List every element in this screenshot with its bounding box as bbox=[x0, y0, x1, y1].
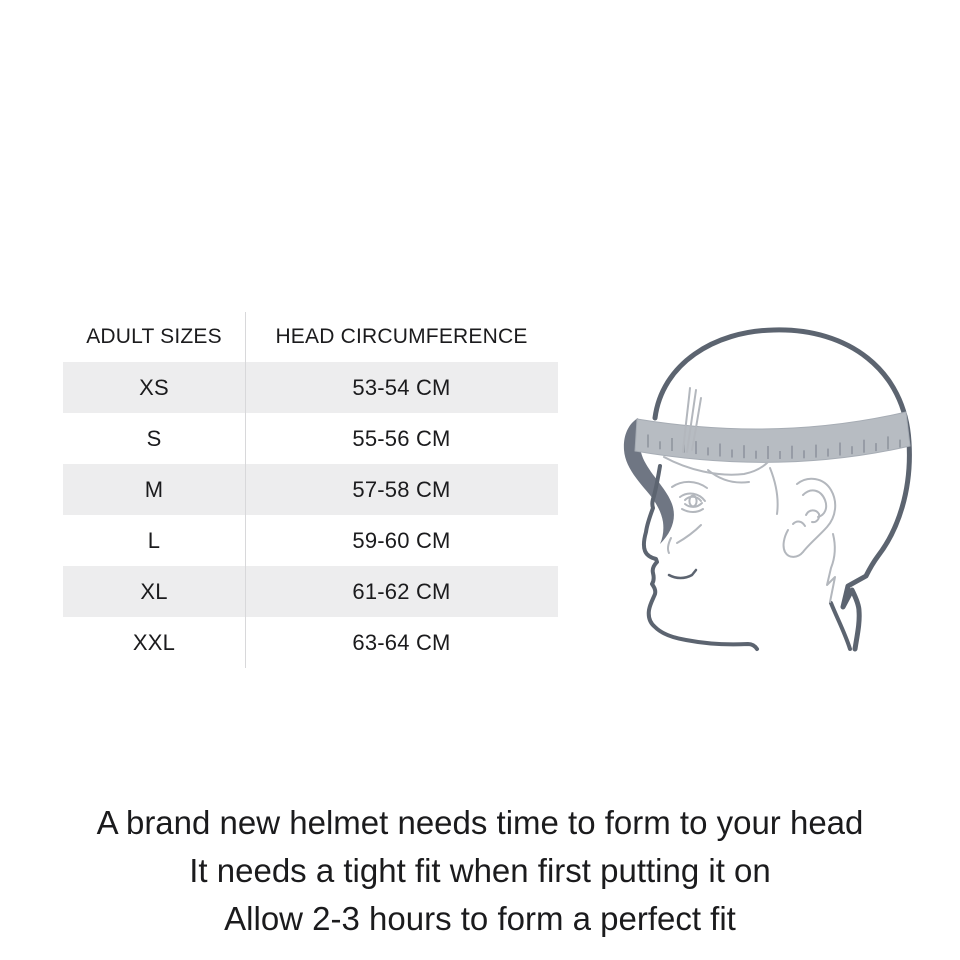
size-table bbox=[63, 312, 558, 668]
ear-tragus bbox=[793, 522, 805, 526]
circumference-cell: 59-60 CM bbox=[352, 527, 451, 553]
table-header-row bbox=[63, 312, 558, 362]
neck-front-line bbox=[831, 603, 850, 649]
table-row-xl bbox=[63, 566, 558, 617]
lower-lid-line bbox=[682, 509, 703, 512]
eyebrow bbox=[672, 482, 707, 488]
ear-inner-detail bbox=[806, 510, 819, 522]
hair-zigzag-behind-ear bbox=[827, 534, 835, 602]
circumference-cell: 57-58 CM bbox=[352, 476, 451, 502]
circumference-cell: 55-56 CM bbox=[352, 425, 451, 451]
size-cell: M bbox=[144, 476, 164, 502]
size-cell: XS bbox=[139, 374, 169, 400]
fit-note-line-1: A brand new helmet needs time to form to your head bbox=[96, 804, 864, 841]
fit-note-line-2: It needs a tight fit when first putting it on bbox=[189, 852, 771, 889]
circumference-cell: 61-62 CM bbox=[352, 578, 451, 604]
size-cell: S bbox=[146, 425, 162, 451]
fit-note-line-3: Allow 2-3 hours to form a perfect fit bbox=[224, 900, 736, 937]
table-row-m bbox=[63, 464, 558, 515]
table-row-xxl bbox=[63, 617, 558, 668]
table-row-l bbox=[63, 515, 558, 566]
table-row-s bbox=[63, 413, 558, 464]
smile-line bbox=[669, 570, 696, 578]
hair-fringe bbox=[708, 470, 749, 483]
circumference-cell: 53-54 CM bbox=[352, 374, 451, 400]
nose-side-line bbox=[668, 538, 671, 553]
tape-band bbox=[635, 412, 910, 462]
measuring-tape bbox=[624, 412, 910, 544]
size-cell: L bbox=[147, 527, 161, 553]
table-row-xs bbox=[63, 362, 558, 413]
column-divider bbox=[245, 312, 246, 668]
eye-outline bbox=[685, 497, 701, 501]
size-cell: XXL bbox=[132, 629, 176, 655]
fit-note bbox=[0, 799, 960, 943]
circumference-cell: 63-64 CM bbox=[352, 629, 451, 655]
column-header-adult-sizes: ADULT SIZES bbox=[86, 325, 222, 348]
column-header-head-circumference: HEAD CIRCUMFERENCE bbox=[275, 325, 528, 348]
sideburn-line bbox=[770, 468, 778, 514]
size-cell: XL bbox=[140, 578, 168, 604]
cheek-line bbox=[677, 525, 701, 543]
skull-outline bbox=[655, 330, 909, 649]
head-measurement-illustration bbox=[622, 318, 942, 653]
